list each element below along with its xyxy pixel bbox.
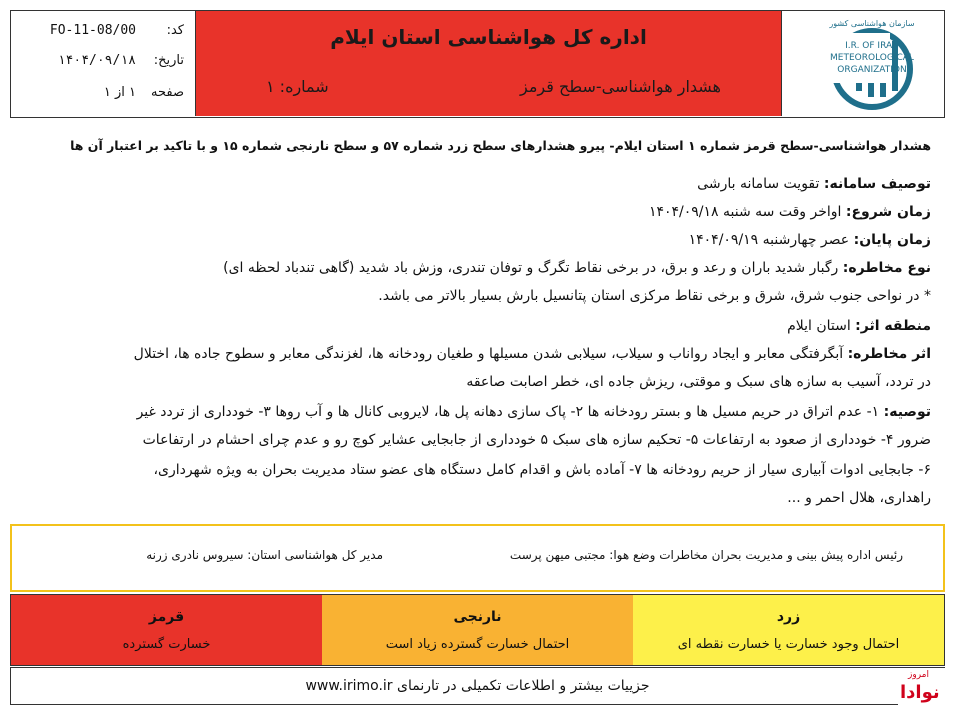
advice-value-4: راهداری، هلال احمر و ... — [787, 490, 931, 506]
legend-red-desc: خسارت گسترده — [122, 637, 211, 652]
page-title: اداره کل هواشناسی استان ایلام — [330, 25, 647, 49]
hazard-note: * در نواحی جنوب شرق، شرق و برخی نقاط مرکزی استان پتانسیل بارش بسیار بالاتر می باشد. — [378, 288, 931, 304]
legend-yellow-title: زرد — [776, 609, 801, 625]
warning-subtitle: هشدار هواشناسی-سطح قرمز — [520, 77, 721, 96]
start-time — [19, 200, 931, 224]
hazard-type — [19, 256, 931, 280]
page-value: ۱ از ۱ — [103, 85, 136, 100]
end-time — [19, 228, 931, 252]
watermark-small-text: امروز — [908, 670, 929, 680]
footer-website-note: جزییات بیشتر و اطلاعات تکمیلی در تارنمای www.irimo.ir — [10, 667, 945, 705]
signatures-box — [10, 524, 945, 592]
director-signature: مدیر کل هواشناسی استان: سیروس نادری زرنه — [146, 548, 383, 562]
document-header — [10, 10, 945, 118]
watermark-text: نوادا — [900, 682, 940, 703]
advice-value-1: ۱- عدم اتراق در حریم مسیل ها و بستر رودخانه ها ۲- پاک سازی دهانه پل ها، لایروبی کانال ها و آب روها ۳- خودداری از تردد غیر — [136, 404, 880, 420]
warning-number: شماره: ۱ — [266, 77, 329, 96]
code-row — [11, 23, 196, 49]
desc-label: توصیف سامانه: — [823, 176, 931, 192]
effect-label: اثر مخاطره: — [847, 346, 931, 362]
page-row — [11, 85, 196, 111]
header-title-box — [196, 11, 781, 116]
end-value: عصر چهارشنبه ۱۴۰۴/۰۹/۱۹ — [688, 232, 850, 248]
logo-text-en1: I.R. OF IRAN — [845, 41, 899, 51]
date-value: ۱۴۰۴/۰۹/۱۸ — [57, 53, 136, 68]
legend-red-title: قرمز — [148, 609, 185, 625]
desc-value: تقویت سامانه بارشی — [697, 176, 820, 192]
start-value: اواخر وقت سه شنبه ۱۴۰۴/۰۹/۱۸ — [648, 204, 842, 220]
system-description — [19, 172, 931, 196]
page-label: صفحه — [151, 85, 184, 100]
logo-text-en2: METEOROLOGICAL — [830, 53, 914, 63]
logo-text-en3: ORGANIZATION — [837, 65, 907, 75]
advice — [19, 400, 931, 424]
date-label: تاریخ: — [153, 53, 184, 68]
area-value: استان ایلام — [787, 318, 851, 334]
legend-orange-desc: احتمال خسارت گسترده زیاد است — [385, 637, 570, 652]
affected-area — [19, 314, 931, 338]
legend-orange-title: نارنجی — [453, 609, 502, 625]
area-label: منطقه اثر: — [855, 318, 931, 334]
date-row — [11, 53, 196, 79]
hazard-label: نوع مخاطره: — [842, 260, 931, 276]
end-label: زمان پایان: — [853, 232, 931, 248]
advice-value-3: ۶- جابجایی ادوات آبیاری سیار از حریم رودخانه ها ۷- آماده باش و اقدام کامل دستگاه های عضو ستاد مدیریت بحران به ویژه شهرداری، — [153, 462, 931, 478]
organization-logo — [781, 11, 943, 116]
advice-value-2: ضرور ۴- خودداری از صعود به ارتفاعات ۵- تحکیم سازه های سبک ۵ خودداری از جابجایی عشایر کوچ رو و عدم چرای احشام در ارتفاعات — [142, 432, 931, 448]
effect-value-2: در تردد، آسیب به سازه های سبک و موقتی، ریزش جاده ای، خطر اصابت صاعقه — [466, 374, 931, 390]
start-label: زمان شروع: — [845, 204, 931, 220]
watermark-logo — [898, 668, 950, 716]
hazard-effect — [19, 342, 931, 366]
advice-label: توصیه: — [883, 404, 931, 420]
logo-text-fa: سازمان هواشناسی کشور — [829, 19, 915, 28]
legend-orange — [322, 595, 633, 665]
code-label: کد: — [166, 23, 184, 38]
document-meta-box — [11, 11, 196, 116]
legend-yellow — [633, 595, 944, 665]
warning-level-legend — [10, 594, 945, 666]
code-value: FO-11-08/00 — [49, 23, 136, 38]
forecast-head-signature: رئیس اداره پیش بینی و مدیریت بحران مخاطرات وضع هوا: مجتبی میهن پرست — [509, 548, 903, 562]
legend-yellow-desc: احتمال وجود خسارت یا خسارت نقطه ای — [677, 637, 900, 652]
effect-value-1: آبگرفتگی معابر و ایجاد رواناب و سیلاب، سیلابی شدن مسیلها و طغیان رودخانه ها، لغزندگی معابر و سطوح جاده ها، اختلال — [133, 346, 844, 362]
hazard-value: رگبار شدید باران و رعد و برق، در برخی نقاط تگرگ و توفان تندری، وزش باد شدید (گاهی تندباد لحظه ای) — [223, 260, 839, 276]
legend-red — [11, 595, 322, 665]
warning-body — [10, 128, 945, 523]
warning-intro: هشدار هواشناسی-سطح قرمز شماره ۱ استان ایلام- پیرو هشدارهای سطح زرد شماره ۵۷ و سطح نارنجی شماره ۱۵ و با تاکید بر اعتبار آن ها — [70, 138, 931, 153]
